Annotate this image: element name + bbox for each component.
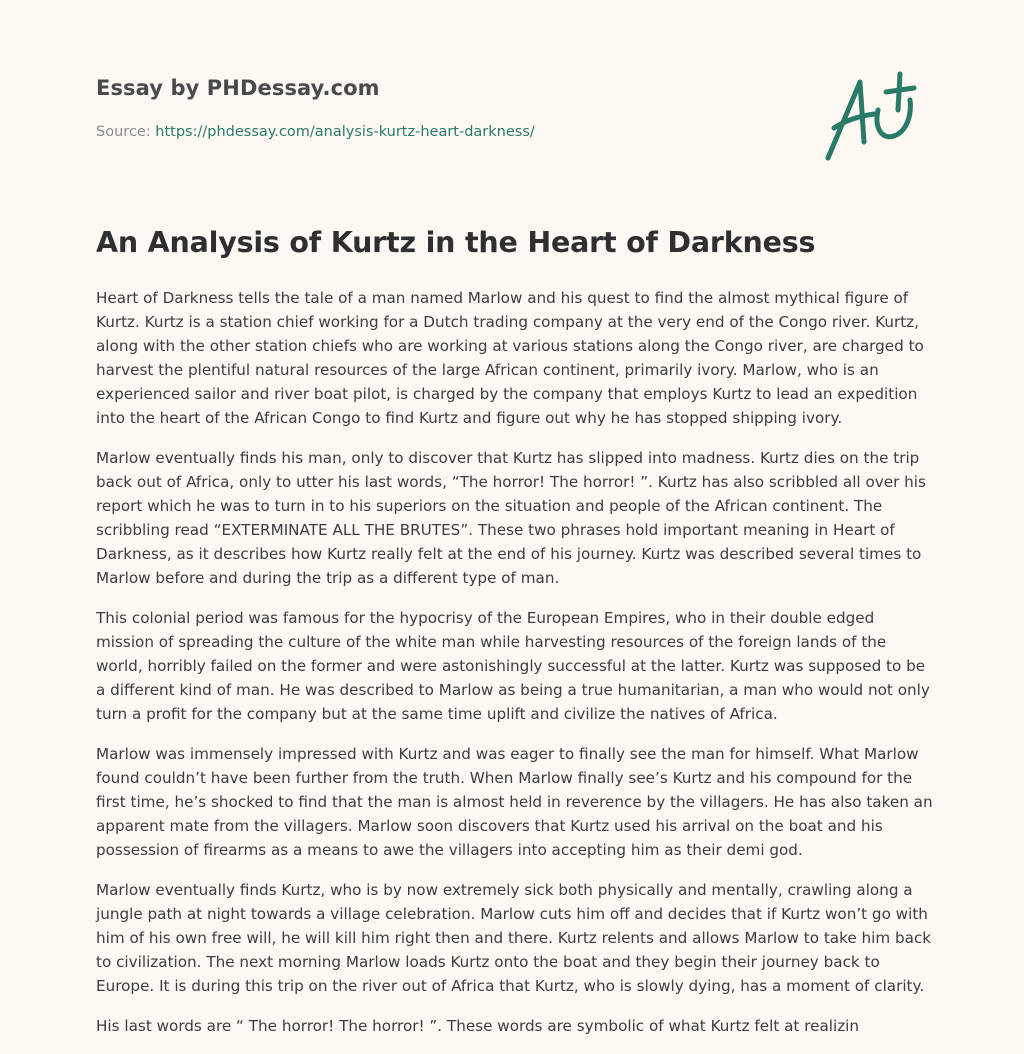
essay-paragraph: Marlow eventually finds his man, only to discover that Kurtz has slipped into madness. Kurtz dies on the trip back out of Africa, only to utter his last words, “The horror! The horror! ”. Kurtz has also scribbled all over his report which he was to turn in to his superiors on the situation and people of the African continent. The scribbling read “EXTERMINATE ALL THE BRUTES”. These two phrases hold important meaning in Heart of Darkness, as it describes how Kurtz really felt at the end of his journey. Kurtz was described several times to Marlow before and during the trip as a different type of man.: [96, 449, 926, 587]
essay-paragraph: Marlow eventually finds Kurtz, who is by now extremely sick both physically and mentally, crawling along a jungle path at night towards a village celebration. Marlow cuts him off and decides that if Kurtz won’t go with him of his own free will, he will kill him right then and there. Kurtz relents and allows Marlow to take him back to civilization. The next morning Marlow loads Kurtz onto the boat and they begin their journey back to Europe. It is during this trip on the river out of Africa that Kurtz, who is slowly dying, has a moment of clarity.: [96, 881, 932, 995]
site-brand: Essay by PHDessay.com: [96, 76, 380, 100]
essay-paragraph: This colonial period was famous for the hypocrisy of the European Empires, who in their double edged mission of spreading the culture of the white man while harvesting resources of the foreign lands of the world, horribly failed on the former and were astonishingly successful at the latter. Kurtz was supposed to be a different kind of man. He was described to Marlow as being a true humanitarian, a man who would not only turn a profit for the company but at the same time uplift and civilize the natives of Africa.: [96, 609, 930, 723]
essay-title: An Analysis of Kurtz in the Heart of Darkness: [96, 226, 816, 259]
source-link[interactable]: https://phdessay.com/analysis-kurtz-heart-darkness/: [155, 124, 535, 140]
essay-paragraph: Heart of Darkness tells the tale of a man named Marlow and his quest to find the almost mythical figure of Kurtz. Kurtz is a station chief working for a Dutch trading company at the very end of the Congo river. Kurtz, along with the other station chiefs who are working at various stations along the Congo river, are charged to harvest the plentiful natural resources of the large African continent, primarily ivory. Marlow, who is an experienced sailor and river boat pilot, is charged by the company that employs Kurtz to lead an expedition into the heart of the African Congo to find Kurtz and figure out why he has stopped shipping ivory.: [96, 289, 924, 427]
a-plus-logo-icon: [820, 70, 928, 166]
source-label: Source:: [96, 124, 151, 140]
essay-body: [96, 286, 934, 1054]
essay-paragraph: Marlow was immensely impressed with Kurtz and was eager to finally see the man for himself. What Marlow found couldn’t have been further from the truth. When Marlow finally see’s Kurtz and his compound for the first time, he’s shocked to find that the man is almost held in reverence by the villagers. He has also taken an apparent mate from the villagers. Marlow soon discovers that Kurtz used his arrival on the boat and his possession of firearms as a means to awe the villagers into accepting him as their demi god.: [96, 745, 933, 859]
essay-paragraph: His last words are “ The horror! The horror! ”. These words are symbolic of what Kurtz felt at realizin: [96, 1017, 860, 1035]
source-line: [96, 124, 535, 140]
